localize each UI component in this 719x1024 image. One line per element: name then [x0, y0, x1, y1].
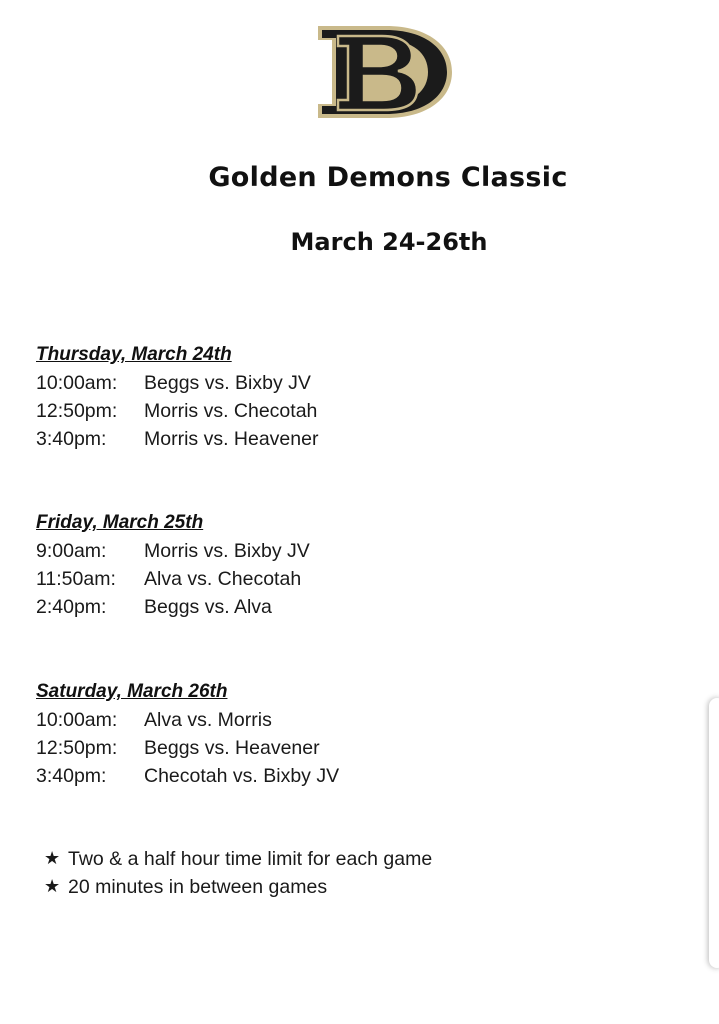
- page-title: Golden Demons Classic: [208, 162, 568, 193]
- game-matchup: Checotah vs. Bixby JV: [144, 765, 340, 787]
- game-time: 11:50am:: [36, 568, 116, 590]
- game-time: 9:00am:: [36, 540, 107, 562]
- day-heading: Saturday, March 26th: [36, 681, 228, 702]
- game-matchup: Morris vs. Checotah: [144, 400, 318, 422]
- day-heading: Thursday, March 24th: [36, 344, 232, 365]
- day-block-saturday: [36, 678, 339, 790]
- game-time: 3:40pm:: [36, 428, 107, 450]
- game-time: 12:50pm:: [36, 400, 118, 422]
- game-matchup: Beggs vs. Bixby JV: [144, 372, 311, 394]
- game-row: [36, 397, 318, 425]
- note-item: [44, 845, 432, 873]
- game-row: [36, 762, 339, 790]
- golden-demons-logo: [316, 24, 454, 120]
- game-row: [36, 593, 310, 621]
- page-subtitle: March 24-26th: [290, 228, 488, 256]
- day-heading: Friday, March 25th: [36, 512, 204, 533]
- notes-list: [44, 845, 432, 901]
- game-row: [36, 369, 318, 397]
- game-matchup: Alva vs. Morris: [144, 709, 272, 731]
- game-row: [36, 565, 310, 593]
- day-block-thursday: [36, 341, 318, 453]
- game-matchup: Beggs vs. Heavener: [144, 737, 320, 759]
- game-time: 12:50pm:: [36, 737, 118, 759]
- game-time: 2:40pm:: [36, 596, 107, 618]
- day-block-friday: [36, 509, 310, 621]
- game-time: 10:00am:: [36, 709, 118, 731]
- game-row: [36, 425, 318, 453]
- game-row: [36, 706, 339, 734]
- star-icon: ★: [44, 876, 61, 897]
- note-item: [44, 873, 432, 901]
- game-matchup: Beggs vs. Alva: [144, 596, 272, 618]
- side-panel-handle[interactable]: [709, 698, 719, 968]
- game-matchup: Morris vs. Heavener: [144, 428, 319, 450]
- game-time: 10:00am:: [36, 372, 118, 394]
- star-icon: ★: [44, 848, 61, 869]
- game-matchup: Alva vs. Checotah: [144, 568, 302, 590]
- note-text: 20 minutes in between games: [68, 876, 328, 898]
- game-time: 3:40pm:: [36, 765, 107, 787]
- game-row: [36, 537, 310, 565]
- game-row: [36, 734, 339, 762]
- game-matchup: Morris vs. Bixby JV: [144, 540, 310, 562]
- note-text: Two & a half hour time limit for each game: [68, 848, 433, 870]
